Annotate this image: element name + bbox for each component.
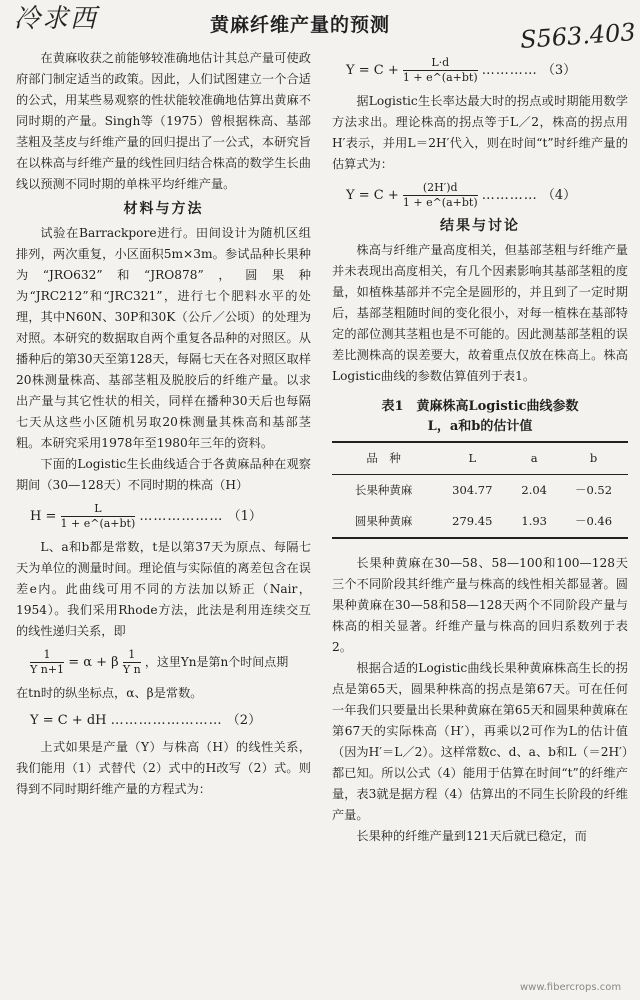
table-cell: 279.45 <box>452 514 493 528</box>
equation-3 <box>346 56 628 85</box>
results-heading: 结果与讨论 <box>440 218 520 234</box>
parameter-paragraph: L、a和b都是常数，t是以第37天为原点、每隔七天为单位的测量时间。理论值与实际值的离差包含在误差e内。此曲线可用不同的方法加以矫正（Nair，1954）。我们采用Rhode方法，此法是利用连续交互的线性递归关系，即 <box>16 540 311 638</box>
table-header-cell: 品 种 <box>366 451 401 465</box>
rec-middle: = α + β <box>68 655 119 670</box>
eq4-lhs: Y = C + <box>346 188 399 203</box>
equation-4 <box>346 181 628 210</box>
eq3-lhs: Y = C + <box>346 63 399 78</box>
discussion-paragraph-2: 根据合适的Logistic曲线长果种黄麻株高生长的拐点是第65天，圆果种株高的拐点是第67天。可在任何一年我们只要量出长果种黄麻在第65天和圆果种黄麻在第67天的实际株高（H′），再乘以2可作为L的估计值（因为H′＝L／2）。这样常数c、d、a、b和L（＝2H′）都已知。所以公式（4）能用于估算在时间“t”的纤维产量，表3就是据方程（4）估算出的不同生长阶段的纤维产量。 <box>332 661 628 822</box>
eq4-leader-dots: ………… <box>481 188 538 203</box>
eq2-body: Y = C + dH <box>30 713 107 728</box>
rec-lhs-denominator: Y n+1 <box>30 663 65 676</box>
eq3-fraction <box>403 56 478 85</box>
eq4-denominator: 1 + e^(a+bt) <box>402 196 478 209</box>
table-cell: 1.93 <box>521 514 547 528</box>
rec-rhs-numerator: 1 <box>123 648 141 663</box>
table-row <box>332 506 628 538</box>
handwritten-note-left: 冷求西 <box>14 4 99 34</box>
eq1-denominator: 1 + e^(a+bt) <box>60 517 136 530</box>
table-caption <box>332 397 628 437</box>
table-cell: －0.46 <box>574 514 613 528</box>
left-column <box>16 48 311 800</box>
parameter-table <box>332 441 628 539</box>
eq4-numerator: (2H′)d <box>403 181 478 196</box>
results-paragraph: 株高与纤维产量高度相关，但基部茎粗与纤维产量并未表现出高度相关，有几个因素影响其基部茎粗的度量，如植株基部并不完全是圆形的，并且到了一定时期后，基部茎粗随时间的变化很小，对每一植株在基部特定的部位测其茎粗也是不可能的。因此测基部茎粗的误差比测株高的误差要大，故着重点仅放在株高上。株高Logistic曲线的参数估算值列于表1。 <box>332 243 628 383</box>
table-header-cell: L <box>468 451 477 465</box>
rec-lhs-numerator: 1 <box>30 648 64 663</box>
table-cell: 圆果种黄麻 <box>354 514 413 528</box>
table-cell: 长果种黄麻 <box>354 483 413 497</box>
rec-tail: ，这里Yn是第n个时间点期 <box>144 655 289 669</box>
table-caption-line2: L，a和b的估计值 <box>427 419 533 434</box>
recurrence-equation <box>30 648 311 677</box>
article-title: 黄麻纤维产量的预测 <box>210 14 391 36</box>
rec-rhs-fraction <box>123 648 141 677</box>
discussion-paragraph-3: 长果种的纤维产量到121天后就已稳定，而 <box>356 829 587 843</box>
closing-paragraph: 上式如果是产量（Y）与株高（H）的线性关系，我们能用（1）式替代（2）式中的H改写（2）式。则得到不同时期纤维产量的方程式为： <box>16 740 311 796</box>
table-header-cell: a <box>530 451 538 465</box>
table-caption-line1: 表1 黄麻株高Logistic曲线参数 <box>381 399 579 414</box>
eq1-lhs: H = <box>30 509 57 524</box>
table-row <box>332 475 628 507</box>
eq4-tag: （4） <box>541 188 577 203</box>
discussion-paragraph-1: 长果种黄麻在30—58、58—100和100—128天三个不同阶段其纤维产量与株高的线性相关都显著。圆果种黄麻在30—58和58—128天两个不同阶段产量与株高的相关显著。纤维产量与株高的回归系数列于表2。 <box>332 556 628 654</box>
eq1-fraction <box>61 502 136 531</box>
intro-paragraph: 在黄麻收获之前能够较准确地估计其总产量可使政府部门制定适当的政策。因此，人们试图建立一个合适的公式，用某些易观察的性状能较准确地估算出黄麻不同时期的产量。Singh等（1975）曾根据株高、基部茎粗及茎皮与纤维产量的回归提出了一公式，本研究旨在以株高与纤维产量的线性回归结合株高的数学生长曲线以预测不同时期的单株平均纤维产量。 <box>16 51 311 191</box>
table-cell: －0.52 <box>574 483 613 497</box>
eq1-tag: （1） <box>227 509 262 524</box>
table-header-cell: b <box>589 451 598 465</box>
rec-rhs-denominator: Y n <box>122 663 141 676</box>
eq1-leader-dots: ……………… <box>139 509 224 524</box>
right-column <box>332 48 628 847</box>
eq3-tag: （3） <box>541 63 577 78</box>
eq3-numerator: L·d <box>403 56 478 71</box>
eq3-leader-dots: ………… <box>481 63 538 78</box>
methods-paragraph: 试验在Barrackpore进行。田间设计为随机区组排列，两次重复，小区面积5m×3m。参试品种长果种为“JRO632”和“JRO878”，圆果种为“JRC212”和“JRC321”，进行七个肥料水平的处理，其中N60N、30P和30K（公斤／公顷）的处理为对照。本研究的数据取自两个重复各品种的对照区。从播种后的第30天至第128天，每隔七天在各对照区取样20株测量株高、基部茎粗及脱胶后的纤维产量。以求出产量与其它性状的相关，同样在播种30天后也每隔七天从这些小区随机另取20株测量其株高和基部茎粗。本研究采用1978年至1980年三年的资料。 <box>16 226 311 450</box>
methods-heading: 材料与方法 <box>123 201 204 217</box>
equation-1 <box>30 502 311 531</box>
handwritten-call-number: S563.403 <box>519 17 637 55</box>
equation-2 <box>30 710 311 731</box>
eq1-numerator: L <box>61 502 136 517</box>
eq2-tag: （2） <box>226 713 262 728</box>
inflection-paragraph: 据Logistic生长率达最大时的拐点或时期能用数学方法求出。理论株高的拐点等于L／2，株高的拐点用H′表示，并用L＝2H′代入，则在时间“t”时纤维产量的估算式为： <box>332 94 628 171</box>
rec-lhs-fraction <box>30 648 64 677</box>
eq3-denominator: 1 + e^(a+bt) <box>402 71 478 84</box>
table-cell: 2.04 <box>521 483 547 497</box>
eq2-leader-dots: …………………… <box>110 713 223 728</box>
table-header-row <box>332 442 628 475</box>
table-cell: 304.77 <box>452 483 493 497</box>
coordinate-note: 在tn时的纵坐标点，α、β是常数。 <box>16 686 203 700</box>
site-watermark: www.fibercrops.com <box>520 982 622 993</box>
logistic-intro-paragraph: 下面的Logistic生长曲线适合于各黄麻品种在观察期间（30—128天）不同时期的株高（H） <box>16 457 311 492</box>
eq4-fraction <box>403 181 478 210</box>
